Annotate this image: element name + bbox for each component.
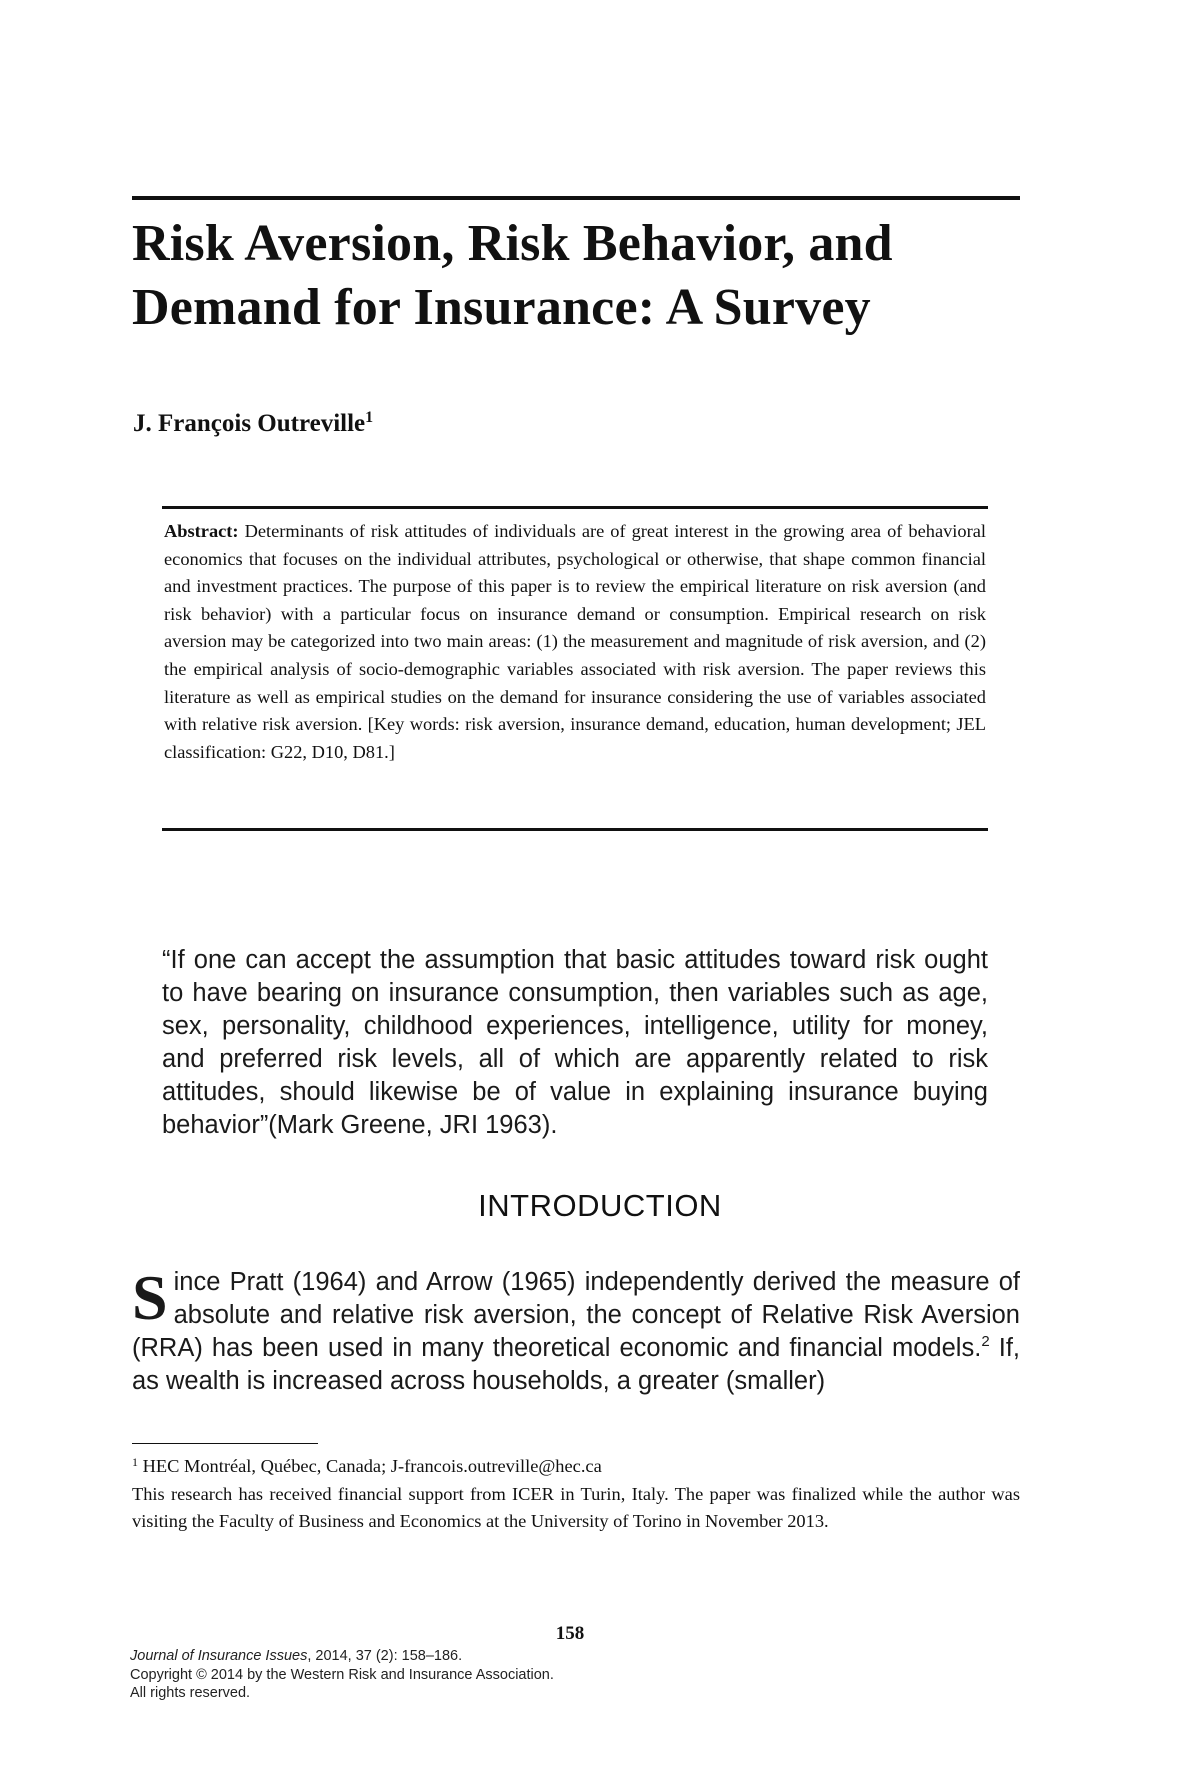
- abstract: [164, 518, 986, 766]
- epigraph-quote: “If one can accept the assumption that basic attitudes toward risk ought to have bearing on insurance consumption, then variables such as age, sex, personality, childhood experiences, intelligence, utility for money, and preferred risk levels, all of which are apparently related to risk attitudes, should likewise be of value in explaining insurance buying behavior”(Mark Greene, JRI 1963).: [162, 946, 988, 1139]
- abstract-bottom-rule: [162, 828, 988, 831]
- journal-info: [130, 1647, 554, 1703]
- footnote-1: [132, 1453, 1020, 1481]
- footnote-mark-2: 2: [981, 1333, 990, 1350]
- footnote-1-mark: 1: [132, 1455, 138, 1469]
- paper-title-line-2: Demand for Insurance: A Survey: [132, 279, 871, 336]
- author-name: J. François Outreville: [133, 410, 366, 437]
- introduction-paragraph: [132, 1262, 1021, 1398]
- abstract-label: Abstract:: [164, 521, 239, 541]
- footnote-1-support: This research has received financial support from ICER in Turin, Italy. The paper was finalized while the author was visiting the Faculty of Business and Economics at the University of Torino in November 2013.: [132, 1483, 1020, 1532]
- introduction-text: ince Pratt (1964) and Arrow (1965) independently derived the measure of absolute and relative risk aversion, the concept of Relative Risk Aversion (RRA) has been used in many theoretical economic and financial models.: [132, 1268, 1020, 1362]
- introduction-text-continued: If, as wealth is increased across households, a greater (smaller): [132, 1334, 1021, 1395]
- drop-cap: S: [132, 1262, 168, 1333]
- footnote-separator: [132, 1443, 318, 1444]
- abstract-top-rule: [162, 506, 988, 509]
- author-byline: [133, 408, 373, 440]
- author-footnote-mark: 1: [365, 409, 374, 426]
- title-top-rule: [132, 196, 1020, 200]
- journal-name: Journal of Insurance Issues: [130, 1648, 308, 1664]
- journal-rights: All rights reserved.: [130, 1685, 251, 1701]
- paper-title-line-1: Risk Aversion, Risk Behavior, and: [132, 215, 893, 272]
- journal-copyright: Copyright © 2014 by the Western Risk and Insurance Association.: [130, 1666, 554, 1683]
- journal-citation: , 2014, 37 (2): 158–186.: [307, 1648, 463, 1664]
- page-number: 158: [555, 1623, 585, 1644]
- abstract-text: Determinants of risk attitudes of individuals are of great interest in the growing area of behavioral economics that focuses on the individual attributes, psychological or otherwise, that shape common financial and investment practices. The purpose of this paper is to review the empirical literature on risk aversion (and risk behavior) with a particular focus on insurance demand or consumption. Empirical research on risk aversion may be categorized into two main areas: (1) the measurement and magnitude of risk aversion, and (2) the empirical analysis of socio-demographic variables associated with risk aversion. The paper reviews this literature as well as empirical studies on the demand for insurance considering the use of variables associated with relative risk aversion. [Key words: risk aversion, insurance demand, education, human development; JEL classification: G22, D10, D81.]: [164, 521, 986, 762]
- footnote-1-affiliation: HEC Montréal, Québec, Canada; J-francois.outreville@hec.ca: [138, 1456, 602, 1476]
- paper-title: [132, 212, 1032, 340]
- journal-citation-line: [130, 1647, 554, 1666]
- footnotes: [132, 1453, 1020, 1536]
- section-heading-introduction: INTRODUCTION: [478, 1188, 722, 1223]
